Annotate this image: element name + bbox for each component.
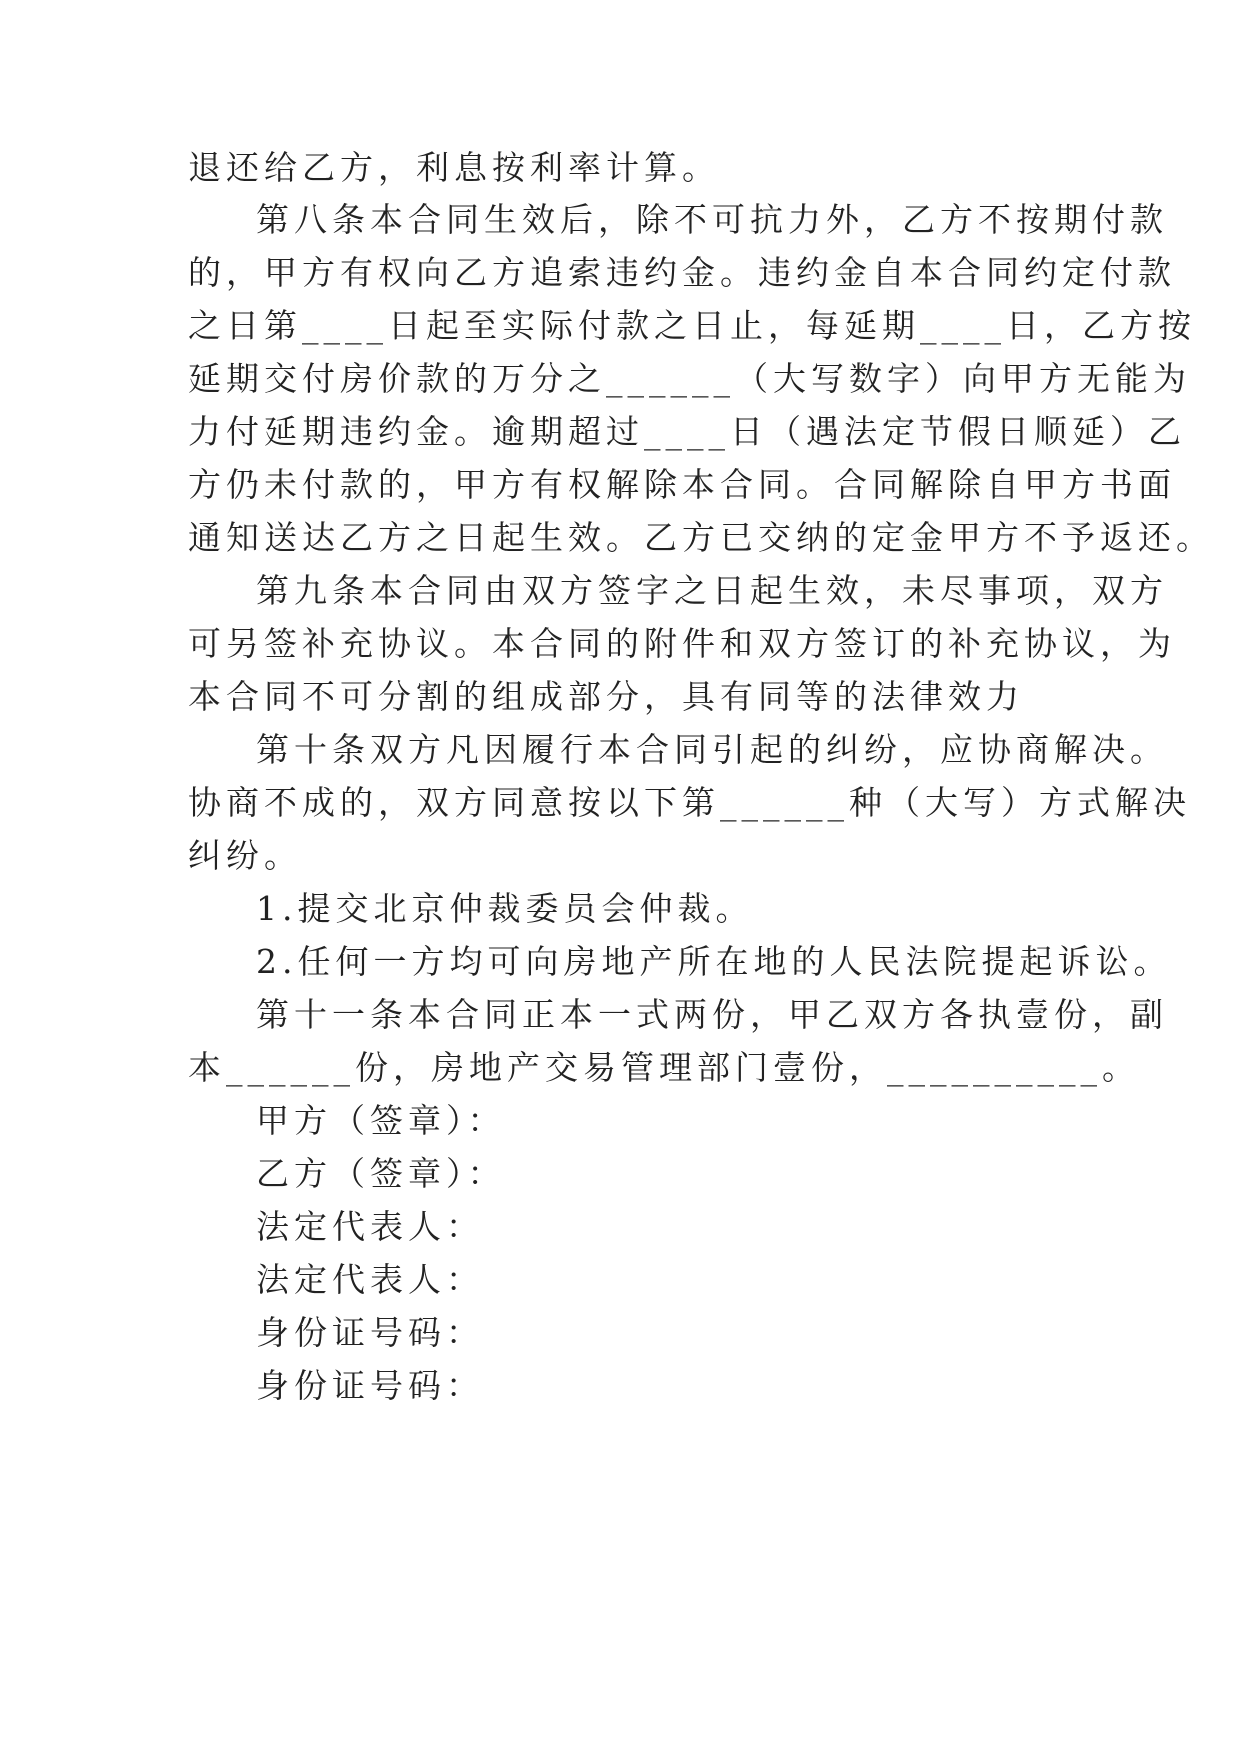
text-line: 方仍未付款的，甲方有权解除本合同。合同解除自甲方书面 (188, 465, 1176, 504)
id-number-b: 身份证号码： (256, 1366, 484, 1405)
text-line-article-10: 第十条双方凡因履行本合同引起的纠纷，应协商解决。 (256, 730, 1168, 769)
text-line: 可另签补充协议。本合同的附件和双方签订的补充协议，为 (188, 624, 1176, 663)
text-line-article-8: 第八条本合同生效后，除不可抗力外，乙方不按期付款 (256, 200, 1168, 239)
list-item-option-1: 1.提交北京仲裁委员会仲裁。 (256, 889, 754, 928)
text-line: 的，甲方有权向乙方追索违约金。违约金自本合同约定付款 (188, 253, 1176, 292)
signature-party-b: 乙方（签章）： (256, 1154, 506, 1193)
text-line: 退还给乙方，利息按利率计算。 (188, 148, 720, 187)
text-line: 之日第____日起至实际付款之日止，每延期____日，乙方按 (188, 306, 1196, 345)
text-line: 通知送达乙方之日起生效。乙方已交纳的定金甲方不予返还。 (188, 518, 1214, 557)
id-number-a: 身份证号码： (256, 1313, 484, 1352)
text-line-article-9: 第九条本合同由双方签字之日起生效，未尽事项，双方 (256, 571, 1168, 610)
text-line: 协商不成的，双方同意按以下第______种（大写）方式解决 (188, 783, 1191, 822)
text-line-article-11: 第十一条本合同正本一式两份，甲乙双方各执壹份，副 (256, 995, 1168, 1034)
text-line: 纠纷。 (188, 836, 302, 875)
text-line: 延期交付房价款的万分之______（大写数字）向甲方无能为 (188, 359, 1191, 398)
text-line: 本______份，房地产交易管理部门壹份，__________。 (188, 1048, 1140, 1087)
legal-representative-b: 法定代表人： (256, 1260, 484, 1299)
signature-party-a: 甲方（签章）： (256, 1101, 506, 1140)
text-line: 本合同不可分割的组成部分，具有同等的法律效力 (188, 677, 1024, 716)
list-item-option-2: 2.任何一方均可向房地产所在地的人民法院提起诉讼。 (256, 942, 1172, 981)
legal-representative-a: 法定代表人： (256, 1207, 484, 1246)
text-line: 力付延期违约金。逾期超过____日（遇法定节假日顺延）乙 (188, 412, 1186, 451)
